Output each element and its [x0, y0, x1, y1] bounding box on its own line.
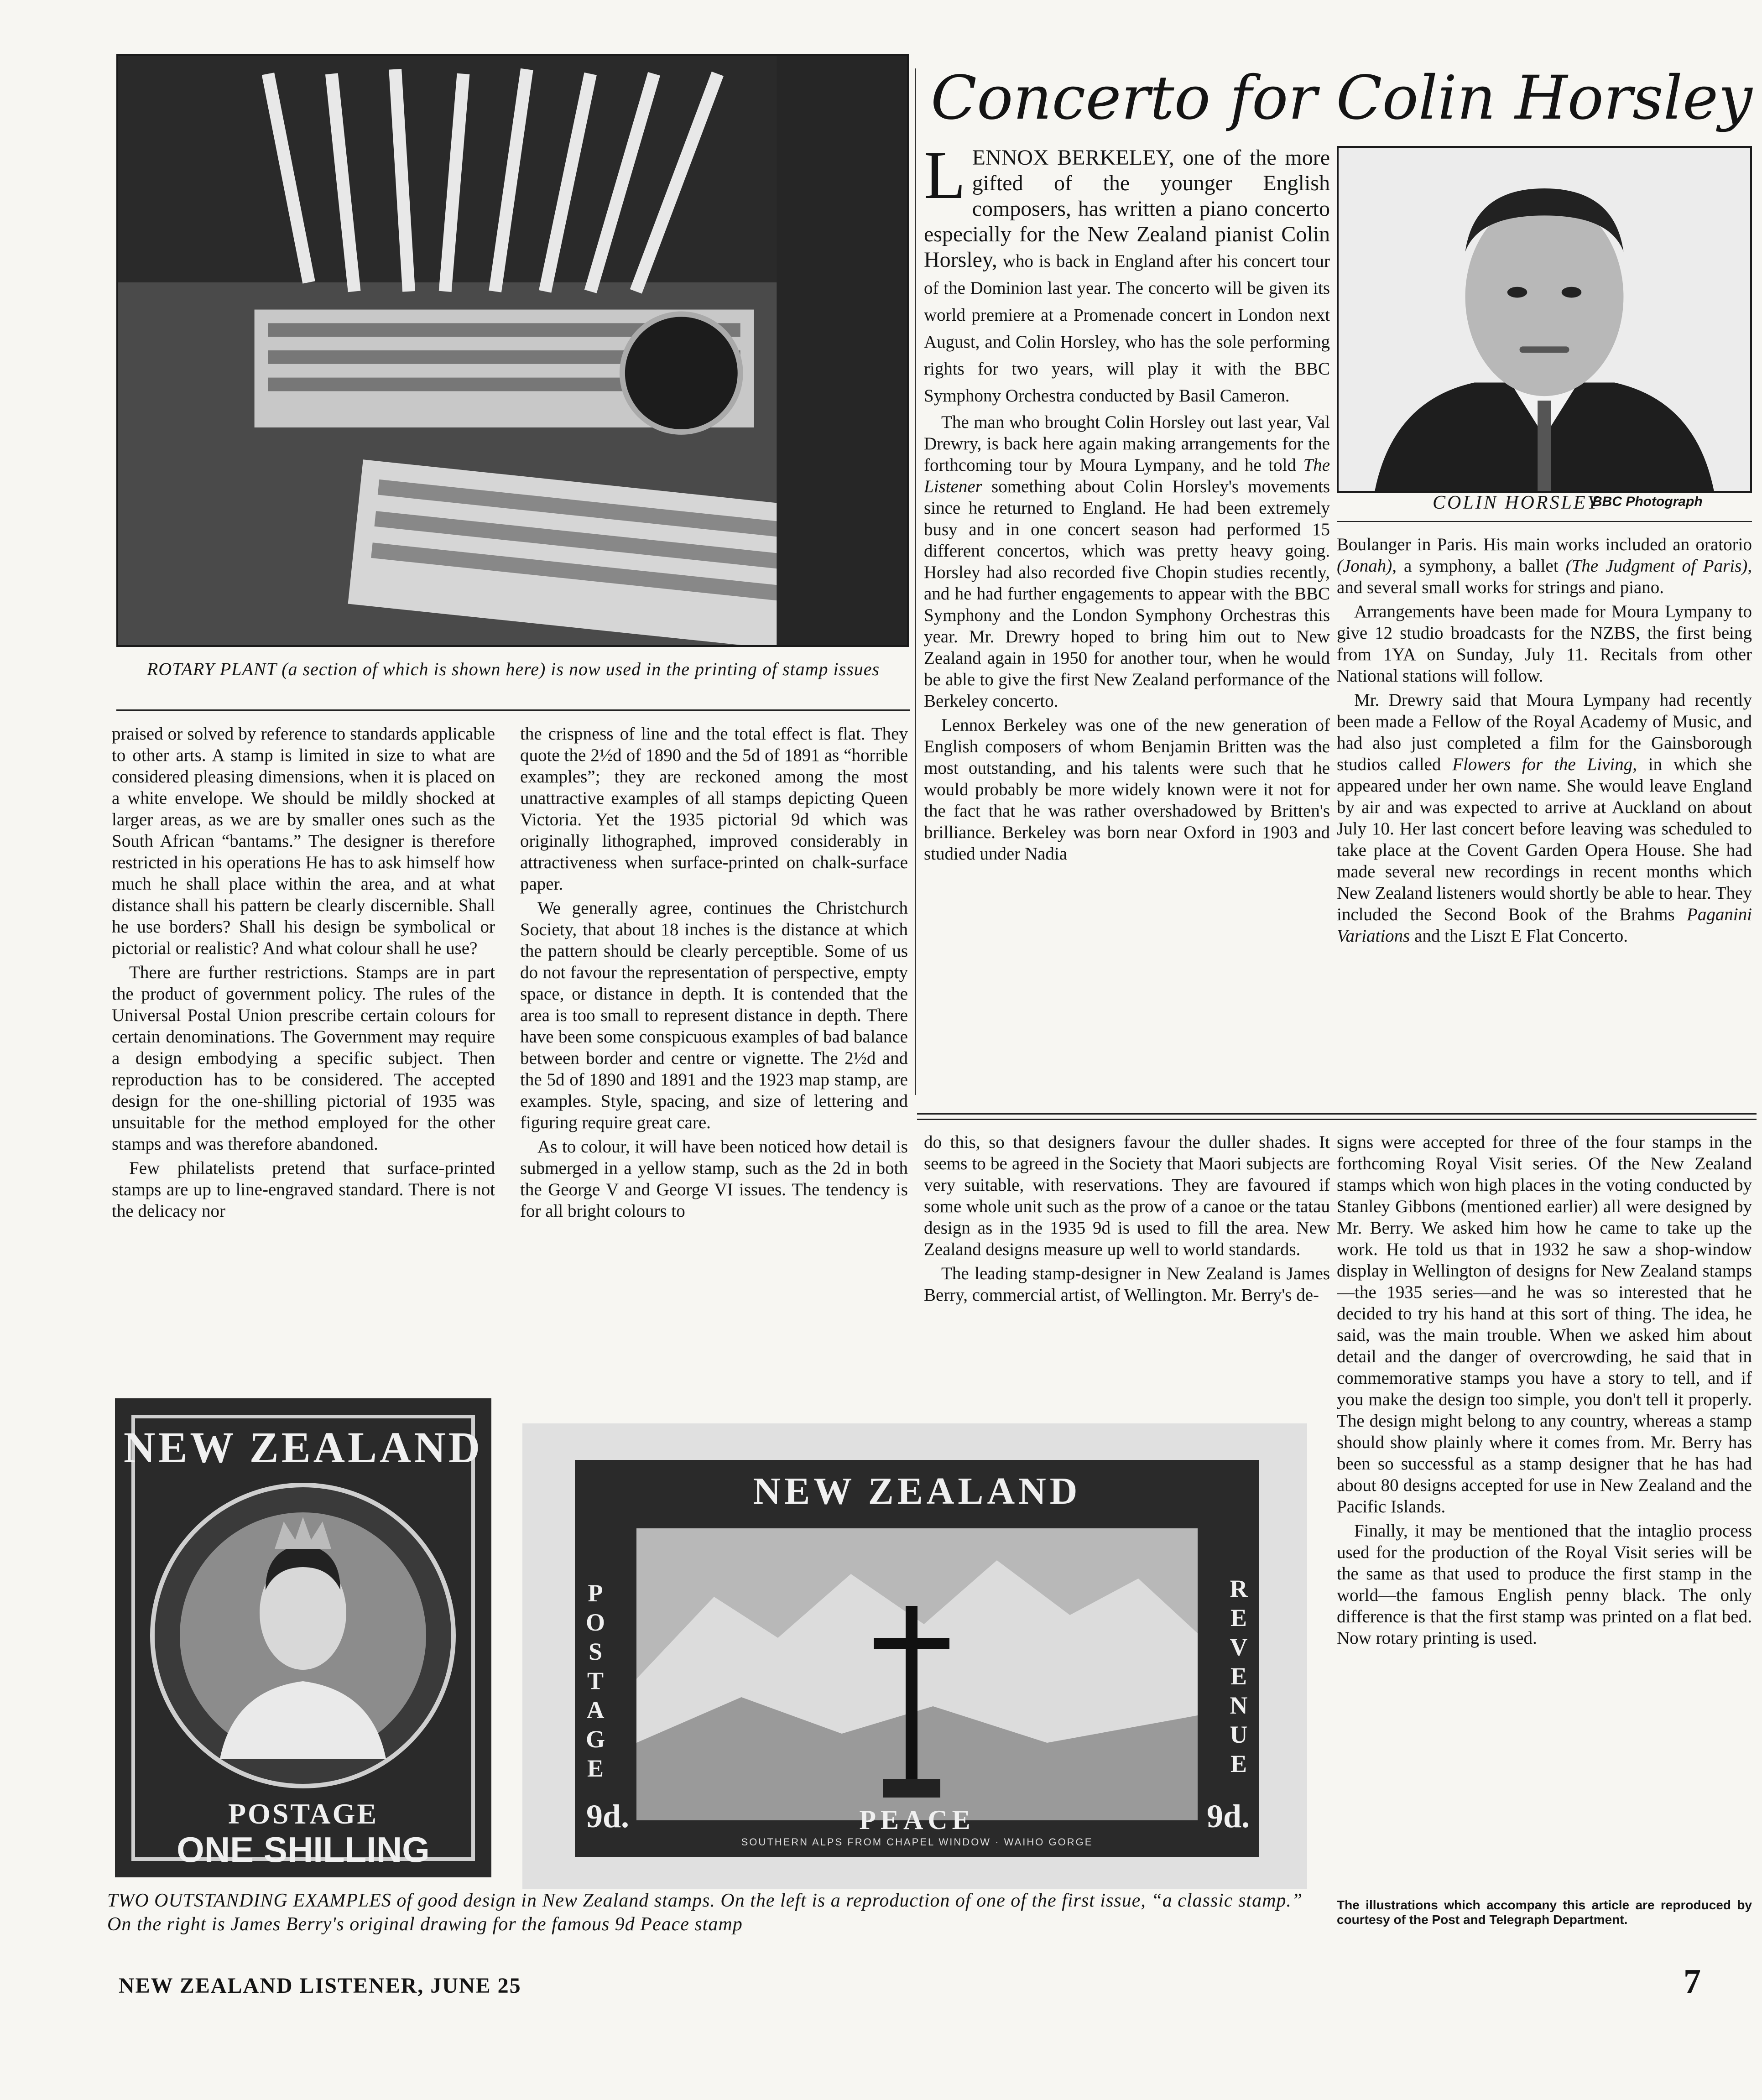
- headline-divider: [915, 68, 916, 1095]
- peace-stamp-value-left: 9d.: [586, 1798, 630, 1834]
- peace-stamp-postage: POSTAGE: [585, 1579, 605, 1782]
- peace-stamp-revenue: REVENUE: [1230, 1575, 1248, 1777]
- illustration-credit: The illustrations which accompany this article are reproduced by courtesy of the Post and Telegraph Department.: [1337, 1898, 1752, 1927]
- section-double-rule-1: [917, 1113, 1757, 1115]
- photo-credit: BBC Photograph: [1592, 494, 1703, 509]
- portrait-rule: [1337, 521, 1752, 522]
- peace-stamp-title: PEACE: [859, 1805, 975, 1835]
- publication-footer: NEW ZEALAND LISTENER, JUNE 25: [119, 1974, 521, 1998]
- stamps-article-column-2: the crispness of line and the total effect is flat. They quote the 2½d of 1890 and the 5d of 1891 as “horrible examples”; they are reckoned among the most unattractive examples of all stamps depicting Queen Victoria. Yet the 1935 pictorial 9d which was originally lithographed, improved considerably in attractiveness when surface-printed on chalk-surface paper. We generally agree, continues the Christchurch Society, that about 18 inches is the distance at which the pattern should be clearly perceptible. Some of us do not favour the representation of perspective, empty space, or distance in depth. It is contended that the area is too small to represent distance in depth. There have been some conspicuous examples of bad balance between border and centre or vignette. The 2½d and the 5d of 1890 and 1891 and the 1923 map stamp, are examples. Style, spacing, and size of lettering and figuring require great care. As to colour, it will have been noticed how detail is submerged in a yellow stamp, such as the 2d in both the George V and George VI issues. The tendency is for all bright colours to: [520, 724, 908, 1221]
- stamps-article-column-3: do this, so that designers favour the duller shades. It seems to be agreed in the Society that Maori subjects are very suitable, with reservations. They are favoured if some whole unit such as the prow of a canoe or the tatau design as in the 1935 9d is used to fill the area. New Zealand designs measure up well to world standards. The leading stamp-designer in New Zealand is James Berry, commercial artist, of Wellington. Mr. Berry's de-: [924, 1132, 1330, 1305]
- berkeley-article-continued: Boulanger in Paris. His main works included an oratorio (Jonah), a symphony, a ballet (The Judgment of Paris), and several small works for strings and piano. Arrangements have been made for Moura Lympany to give 12 studio broadcasts for the NZBS, the first being from 1YA on Sunday, July 11. Recitals from other National stations will follow. Mr. Drewry said that Moura Lympany had recently been made a Fellow of the Royal Academy of Music, and had also just completed a film for the Gainsborough studios called Flowers for the Living, in which she appeared under her own name. She would leave England by air and was expected to arrive at Auckland on about July 10. Her last concert before leaving was scheduled to take place at the Covent Garden Opera House. She had made several new recordings in recent months which New Zealand listeners would shortly be able to hear. They included the Second Book of the Brahms Paganini Variations and the Liszt E Flat Concerto.: [1337, 535, 1752, 946]
- portrait-caption: COLIN HORSLEY: [1433, 492, 1600, 513]
- peace-stamp-country: NEW ZEALAND: [753, 1470, 1081, 1512]
- peace-stamp-value-right: 9d.: [1207, 1798, 1250, 1834]
- berkeley-article-column: LENNOX BERKELEY, one of the more gifted of the younger English composers, has written a piano concerto especially for the New Zealand pianist Colin Horsley, who is back in England after his concert tour of the Dominion last year. The concerto will be given its world premiere at a Promenade concert in London next August, and Colin Horsley, who has the sole performing rights for two years, will play it with the BBC Symphony Orchestra conducted by Basil Cameron. The man who brought Colin Horsley out last year, Val Drewry, is back here again making arrangements for the forthcoming tour by Moura Lympany, and he told The Listener something about Colin Horsley's movements since he returned to England. He had been extremely busy and in one concert season had performed 15 different concertos, which was pretty heavy going. Horsley had also recorded five Chopin studies recently, and he had further engagements to appear with the BBC Symphony and the London Symphony Orchestras this year. Mr. Drewry hoped to bring him out to New Zealand again in 1950 for another tour, when he would be able to give the first New Zealand performance of the Berkeley concerto. Lennox Berkeley was one of the new generation of English composers of whom Benjamin Britten was the most outstanding, and his talents were such that he would probably be more widely known were it not for the fact that he was rather overshadowed by Britten's brilliance. Berkeley was born near Oxford in 1903 and studied under Nadia: [924, 145, 1330, 864]
- one-shilling-stamp: [115, 1398, 491, 1877]
- caption-rule: [116, 709, 910, 711]
- stamps-article-column-4: signs were accepted for three of the four stamps in the forthcoming Royal Visit series. Of the New Zealand stamps which won high places in the voting conducted by Stanley Gibbons (mentioned earlier) all were designed by Mr. Berry. We asked him how he came to take up the work. He told us that in 1932 he saw a shop-window display in Wellington of designs for New Zealand stamps—the 1935 series—and he was so interested that he decided to try his hand at this sort of thing. The idea, he said, was the main trouble. When we asked him about detail and the danger of overcrowding, he said that in commemorative stamps you have a story to tell, and if you make the design too simple, you don't tell it properly. The design might belong to any country, whereas a stamp should show plainly where it comes from. Mr. Berry has been so successful as a stamp designer that he has had about 80 designs accepted for use in New Zealand and the Pacific Islands. Finally, it may be mentioned that the intaglio process used for the production of the Royal Visit series will be the same as that used to produce the first stamp in the world—the famous English penny black. The only difference is that the first stamp was printed on a flat bed. Now rotary printing is used.: [1337, 1132, 1752, 1648]
- shilling-stamp-value: ONE SHILLING: [177, 1829, 430, 1870]
- berkeley-paragraph: Lennox Berkeley was one of the new generation of English composers of whom Benjamin Britten was the most outstanding, and his talents were such that he would probably be more widely known were it not for the fact that he was rather overshadowed by Britten's brilliance. Berkeley was born near Oxford in 1903 and studied under Nadia: [924, 715, 1330, 864]
- page-number: 7: [1684, 1962, 1701, 2001]
- colin-horsley-portrait: [1337, 146, 1752, 493]
- peace-stamp-subtitle: SOUTHERN ALPS FROM CHAPEL WINDOW · WAIHO GORGE: [741, 1836, 1093, 1848]
- rotary-plant-caption: ROTARY PLANT (a section of which is shown here) is now used in the printing of stamp issues: [146, 659, 880, 679]
- section-double-rule-2: [917, 1119, 1757, 1120]
- shilling-stamp-country: NEW ZEALAND: [123, 1423, 483, 1472]
- page-title: Concerto for Colin Horsley: [931, 63, 1752, 133]
- drop-cap: L: [924, 145, 966, 213]
- stamps-article-column-1: praised or solved by reference to standards applicable to other arts. A stamp is limited in size to what are considered pleasing dimensions, when it is placed on a white envelope. We should be mildly shocked at larger areas, as we are by smaller ones such as the South African “bantams.” The designer is therefore restricted in his operations He has to ask himself how much he shall place within the area, and at what distance shall his pattern be clearly discernible. Shall he use borders? Shall his design be symbolical or pictorial or realistic? And what colour shall he use? There are further restrictions. Stamps are in part the product of government policy. The rules of the Universal Postal Union prescribe certain colours for certain denominations. The Government may require a design embodying a specific subject. Then reproduction has to be considered. The accepted design for the one-shilling pictorial of 1935 was unsuitable for the method employed for the other stamps and was therefore abandoned. Few philatelists pretend that surface-printed stamps are up to line-engraved standard. There is not the delicacy nor: [112, 724, 495, 1221]
- rotary-plant-photo: [116, 54, 909, 647]
- stamps-caption: TWO OUTSTANDING EXAMPLES of good design in New Zealand stamps. On the left is a reproduction of one of the first issue, “a classic stamp.” On the right is James Berry's original drawing for the famous 9d Peace stamp: [107, 1890, 1303, 1935]
- shilling-stamp-postage: POSTAGE: [228, 1798, 379, 1830]
- peace-stamp-drawing: [522, 1423, 1307, 1889]
